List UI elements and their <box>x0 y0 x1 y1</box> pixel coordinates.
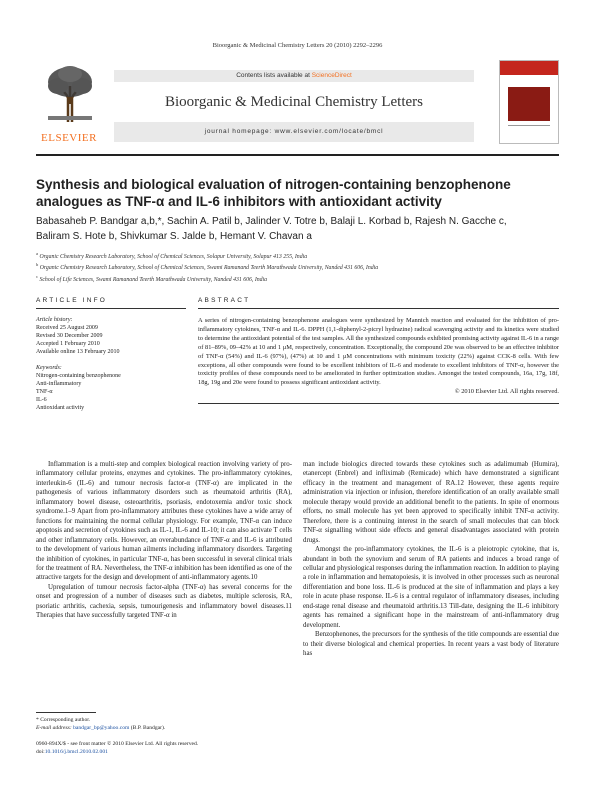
header-rule <box>36 154 559 156</box>
body-paragraph: Upregulation of tumour necrosis factor-alpha (TNF-α) has several concerns for the onset and progression of a number of diseases such as diabetes, multiple sclerosis, RA, psoriatic arthritis, cachexia, sepsis, tumourigenesis and inflammatory bowel diseases.11 Therapies that have successfully targeted TNF-α in <box>36 583 292 620</box>
article-info-rule <box>36 308 186 309</box>
homepage-link[interactable]: www.elsevier.com/locate/bmcl <box>274 128 384 135</box>
sciencedirect-link[interactable]: ScienceDirect <box>311 72 352 79</box>
journal-banner <box>36 58 559 148</box>
authors-line-1: Babasaheb P. Bandgar a,b,*, Sachin A. Patil b, Jalinder V. Totre b, Balaji L. Korbad b, Rajesh N. Gacche c, <box>36 216 507 227</box>
body-paragraph: Benzophenones, the precursors for the synthesis of the title compounds are essential due to their diverse biological and chemical properties. In recent years a vast body of literature has <box>303 631 559 658</box>
elsevier-wordmark: ELSEVIER <box>41 132 97 144</box>
affiliations <box>36 250 556 284</box>
body-paragraph: Inflammation is a multi-step and complex biological reaction involving variety of pro-inflammatory cellular proteins, enzymes and cytokines. The pro-inflammatory cytokines, interleukin-6 (IL-6) and tumour necrosis factor-α (TNF-α) are implicated in the pathogenesis of various inflammatory disorders such as rheumatoid arthritis (RA), inflammatory bowel disease, osteoarthritis, psoriasis, endotoxemia and/or toxic shock syndrome.1–9 Apart from pro-inflammatory attributes these cytokines have a wide array of functions for maintaining the normal cellular physiology. For example, TNF-α can induce apoptosis and secretion of cytokines such as IL-1, IL-6 and IL-10; it can also activate T cells and other inflammatory cells. However, an overabundance of TNF-α and IL-6 is attributed to the development of various human ailments including inflammatory disorders. Targeting the inhibition of cytokines, in particular TNF-α, has been successful in several clinical trials for the treatment of RA. Nevertheless, the TNF-α inhibition has been identified as one of the attractive targets for the design and development of anti-inflammatory agents.10 <box>36 461 292 582</box>
affiliation-a: $^a$ Organic Chemistry Research Laboratory, School of Chemical Sciences, Solapur University, Solapur 413 255, India <box>36 251 308 260</box>
author-email-link[interactable]: bandgar_bp@yahoo.com <box>73 725 130 731</box>
doi-line: doi:10.1016/j.bmcl.2010.02.001 <box>36 749 108 755</box>
abstract-heading: ABSTRACT <box>198 297 251 304</box>
body-column-left <box>36 460 292 621</box>
keyword-item: IL-6 <box>36 397 47 403</box>
abstract-bottom-rule <box>198 403 559 404</box>
elsevier-tree-icon <box>44 64 96 124</box>
issn-doi <box>36 740 292 756</box>
history-label: Article history: <box>36 317 73 323</box>
authors-line-2: Baliram S. Hote b, Shivkumar S. Jalde b, Hemant V. Chavan a <box>36 231 312 242</box>
keyword-item: Anti-inflammatory <box>36 381 82 387</box>
keyword-item: Antioxidant activity <box>36 405 85 411</box>
keywords <box>36 364 186 412</box>
journal-homepage <box>114 128 474 135</box>
abstract-section <box>198 297 559 404</box>
affiliation-b: $^b$ Organic Chemistry Research Laboratory, School of Chemical Sciences, Swami Ramanand Teerth Marathwada University, Nanded 431 606, India <box>36 262 379 272</box>
cover-header-band <box>500 61 558 75</box>
journal-cover-thumbnail[interactable] <box>499 60 559 144</box>
keyword-item: Nitrogen-containing benzophenone <box>36 373 121 379</box>
email-note: E-mail address: bandgar_bp@yahoo.com (B.P. Bandgar). <box>36 725 166 731</box>
history-received: Received 25 August 2009 <box>36 325 98 331</box>
elsevier-logo[interactable] <box>36 64 102 144</box>
corresponding-author-note: * Corresponding author. <box>36 717 91 723</box>
issn-line: 0960-894X/$ - see front matter © 2010 Elsevier Ltd. All rights reserved. <box>36 741 199 747</box>
journal-title: Bioorganic & Medicinal Chemistry Letters <box>164 94 423 110</box>
history-online: Available online 13 February 2010 <box>36 349 120 355</box>
keyword-item: TNF-α <box>36 389 53 395</box>
article-info-section <box>36 297 186 412</box>
affiliation-c: $^c$ School of Life Sciences, Swami Ramanand Teerth Marathwada University, Nanded 431 606, India <box>36 273 268 283</box>
history-revised: Revised 30 December 2009 <box>36 333 103 339</box>
footnotes <box>36 716 292 732</box>
journal-header-center <box>114 58 474 148</box>
article-title: Synthesis and biological evaluation of nitrogen-containing benzophenone analogues as TNF-α and IL-6 inhibitors with antioxidant activity <box>36 177 511 209</box>
footnote-rule <box>36 712 96 713</box>
keywords-label: Keywords: <box>36 365 62 371</box>
article-info-heading: ARTICLE INFO <box>36 297 108 304</box>
abstract-rule <box>198 308 559 309</box>
journal-citation: Bioorganic & Medicinal Chemistry Letters 20 (2010) 2292–2296 <box>212 42 383 49</box>
contents-prefix: Contents lists available at <box>236 72 312 79</box>
body-column-right <box>303 460 559 659</box>
doi-link[interactable]: 10.1016/j.bmcl.2010.02.001 <box>44 749 108 755</box>
history-accepted: Accepted 1 February 2010 <box>36 341 100 347</box>
abstract-copyright: © 2010 Elsevier Ltd. All rights reserved. <box>454 388 559 396</box>
body-paragraph: man include biologics directed towards these cytokines such as adalimumab (Humira), etanercept (Enbrel) and infliximab (Remicade) which have demonstrated a significant efficacy in the treatment and management of RA.12 However, these agents require administration via injection or infusion, therefore identification of an orally available small molecule therapy would provide an additional benefit to the patients. In spite of enormous efforts, no small molecule has yet been approved to specifically inhibit TNF-α activity. Therefore, there is a continuing interest in the search of small molecules that can block TNF-α signalling without side effects and general disadvantages associated with protein drugs. <box>303 461 559 544</box>
abstract-text: A series of nitrogen-containing benzophenone analogues were synthesized by Mannich reaction and evaluated for the inhibition of pro-inflammatory cytokines, TNF-α and IL-6. DPPH (1,1-diphenyl-2-picryl hydrazine) radical scavenging activity and its kinetics were studied to determine the antioxidant potential of the test samples. All the synthesized compounds exhibited promising activity against IL-6 in a range of 81–89%, 09–42% at 10 and 1 μM, respectively, concentration. Exceptionally, the compound 20e was observed to be an effective inhibitor of TNF-α (54%) and IL-6 (97%), (47%) at 10 and 1 μM concentrations with minimum toxicity (22%) against CCK-8 cells. With few exceptions, all other compounds were found to be excellent inhibitors of IL-6 and moderate to excellent inhibitors of TNF-α, however the toxicity profiles of these compounds need to be ameliorated in further optimization studies. Amongst the tested compounds, 16a, 17g, 18f, 18g, 19g and 20e were found to possess significant antioxidant activity. <box>198 317 559 387</box>
cover-image <box>508 87 550 121</box>
body-paragraph: Amongst the pro-inflammatory cytokines, the IL-6 is a pleiotropic cytokine, that is, abundant in both the synovium and serum of RA patients and induces a broad range of cellular and physiological responses during the inflammation reaction. In addition to playing a role in inflammation and hematopoiesis, it is involved in other processes such as neuronal differentiation and bone loss. IL-6 is produced at the site of inflammation and plays a key role in acute phase response. IL-6 is a central regulator of inflammatory diseases, including end-stage renal disease and rheumatoid arthritis.13 Till-date, designing the IL-6 inhibitory agents has remained a significant hope in the mainstream of anti-inflammatory drug development. <box>303 546 559 629</box>
contents-available-bar <box>114 70 474 82</box>
article-history <box>36 316 186 356</box>
homepage-prefix: journal homepage: <box>204 128 275 135</box>
cover-divider <box>508 125 550 126</box>
author-list <box>36 214 556 244</box>
